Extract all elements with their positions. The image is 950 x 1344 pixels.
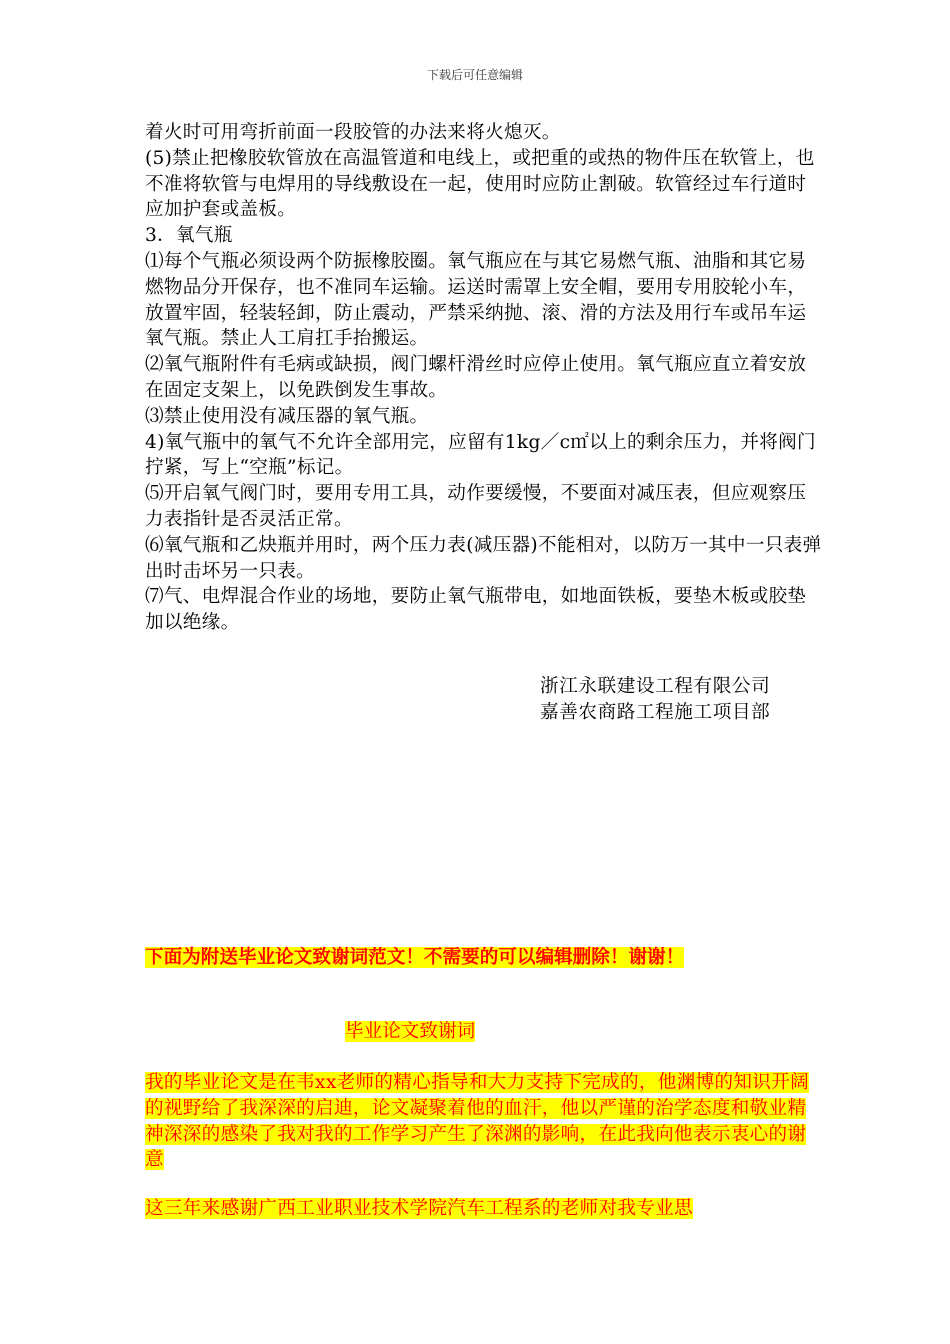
body-paragraph: ⑺气、电焊混合作业的场地，要防止氧气瓶带电，如地面铁板，要垫木板或胶垫加以绝缘。: [145, 586, 807, 634]
body-paragraph: ⑶禁止使用没有减压器的氧气瓶。: [145, 405, 429, 427]
notice-text: 下面为附送毕业论文致谢词范文！不需要的可以编辑删除！谢谢！: [145, 947, 685, 968]
body-paragraph: ⑸开启氧气阀门时，要用专用工具，动作要缓慢，不要面对减压表，但应观察压力表指针是否灵活正常。: [145, 483, 807, 530]
department-name: 嘉善农商路工程施工项目部: [540, 701, 771, 723]
acknowledgement-paragraph-text: 这三年来感谢广西工业职业技术学院汽车工程系的老师对我专业思: [145, 1198, 693, 1220]
document-body: [145, 120, 825, 636]
body-paragraph: 4)氧气瓶中的氧气不允许全部用完，应留有1kg／c㎡以上的剩余压力，并将阀门拧紧，写上“空瓶”标记。: [145, 431, 816, 479]
signature-block: [540, 674, 770, 726]
body-paragraph: 着火时可用弯折前面一段胶管的办法来将火熄灭。: [145, 122, 561, 143]
body-paragraph: ⑴每个气瓶必须设两个防振橡胶圈。氧气瓶应在与其它易燃气瓶、油脂和其它易燃物品分开保存，也不准同车运输。运送时需罩上安全帽，要用专用胶轮小车，放置牢固，轻装轻卸，防止震动，严禁采纳抛、滚、滑的方法及用行车或吊车运氧气瓶。禁止人工肩扛手抬搬运。: [145, 250, 807, 350]
body-paragraph: ⑵氧气瓶附件有毛病或缺损，阀门螺杆滑丝时应停止使用。氧气瓶应直立着安放在固定支架上，以免跌倒发生事故。: [145, 354, 807, 401]
body-paragraph: ⑹氧气瓶和乙炔瓶并用时，两个压力表(减压器)不能相对，以防万一其中一只表弹出时击坏另一只表。: [145, 534, 822, 582]
acknowledgement-paragraph-text: 我的毕业论文是在韦xx老师的精心指导和大力支持下完成的，他渊博的知识开阔的视野给了我深深的启迪，论文凝聚着他的血汗，他以严谨的治学态度和敬业精神深深的感染了我对我的工作学习产生了深渊的影响，在此我向他表示衷心的谢意: [145, 1072, 809, 1171]
page-header: 下载后可任意编辑: [426, 68, 523, 82]
acknowledgement-paragraph: [145, 1070, 817, 1173]
acknowledgement-title: [345, 1019, 475, 1045]
appendix-notice: [145, 945, 684, 971]
acknowledgement-body: [145, 1070, 817, 1222]
company-name: 浙江永联建设工程有限公司: [540, 676, 771, 697]
body-paragraph: (5)禁止把橡胶软管放在高温管道和电线上，或把重的或热的物件压在软管上，也不准将软管与电焊用的导线敷设在一起，使用时应防止割破。软管经过车行道时应加护套或盖板。: [145, 147, 815, 221]
section-heading: 3．氧气瓶: [145, 225, 233, 247]
acknowledgement-title-text: 毕业论文致谢词: [345, 1021, 476, 1042]
acknowledgement-paragraph: [145, 1196, 817, 1222]
